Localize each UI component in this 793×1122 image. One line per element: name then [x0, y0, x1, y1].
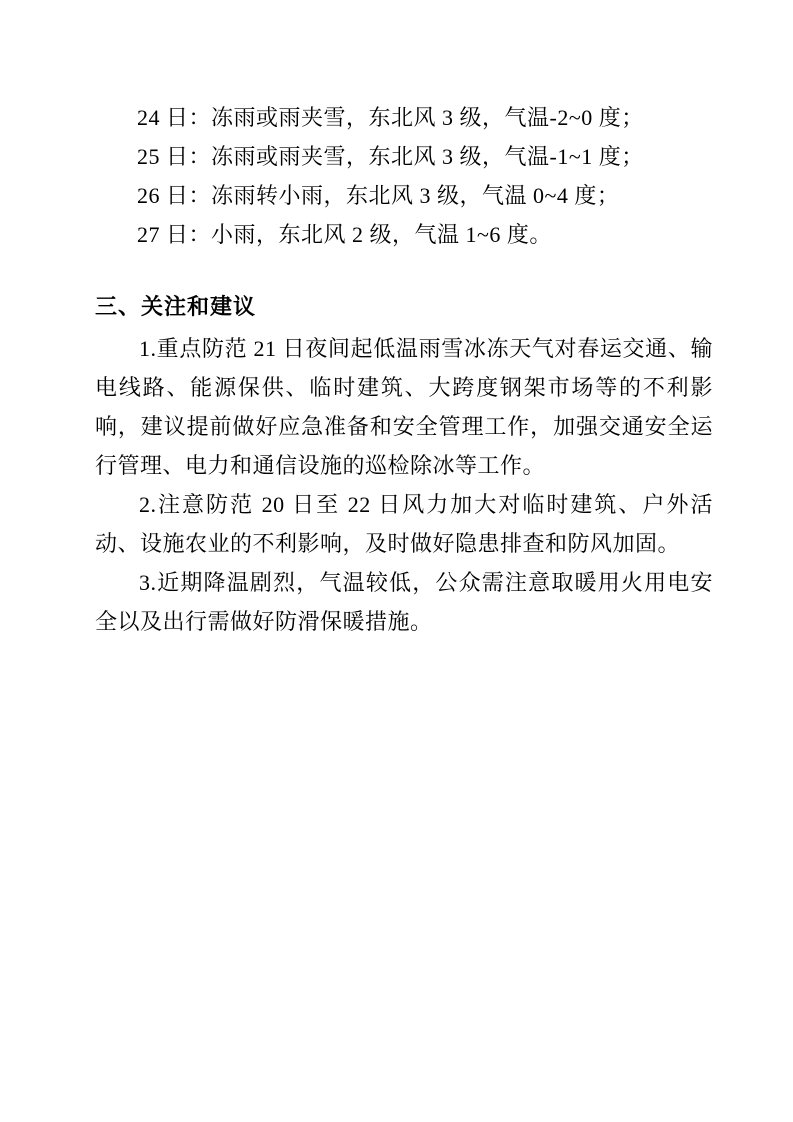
forecast-line-day25: 25 日：冻雨或雨夹雪，东北风 3 级，气温-1~1 度； [137, 144, 644, 169]
advisory-paragraph-1: 1.重点防范 21 日夜间起低温雨雪冰冻天气对春运交通、输电线路、能源保供、临时建筑、大跨度钢架市场等的不利影响，建议提前做好应急准备和安全管理工作，加强交通安全运行管理、电力和通信设施的巡检除冰等工作。 [95, 336, 713, 478]
forecast-line-day27: 27 日：小雨，东北风 2 级，气温 1~6 度。 [137, 222, 552, 247]
section-heading: 三、关注和建议 [95, 294, 257, 319]
advisory-paragraph-2: 2.注意防范 20 日至 22 日风力加大对临时建筑、户外活动、设施农业的不利影响，及时做好隐患排查和防风加固。 [95, 492, 713, 556]
advisory-paragraph-3: 3.近期降温剧烈，气温较低，公众需注意取暖用火用电安全以及出行需做好防滑保暖措施。 [95, 570, 713, 634]
forecast-line-day24: 24 日：冻雨或雨夹雪，东北风 3 级，气温-2~0 度； [137, 105, 644, 130]
daily-forecast-list [95, 98, 713, 254]
document-content [95, 98, 713, 641]
forecast-line-day26: 26 日：冻雨转小雨，东北风 3 级，气温 0~4 度； [137, 183, 620, 208]
